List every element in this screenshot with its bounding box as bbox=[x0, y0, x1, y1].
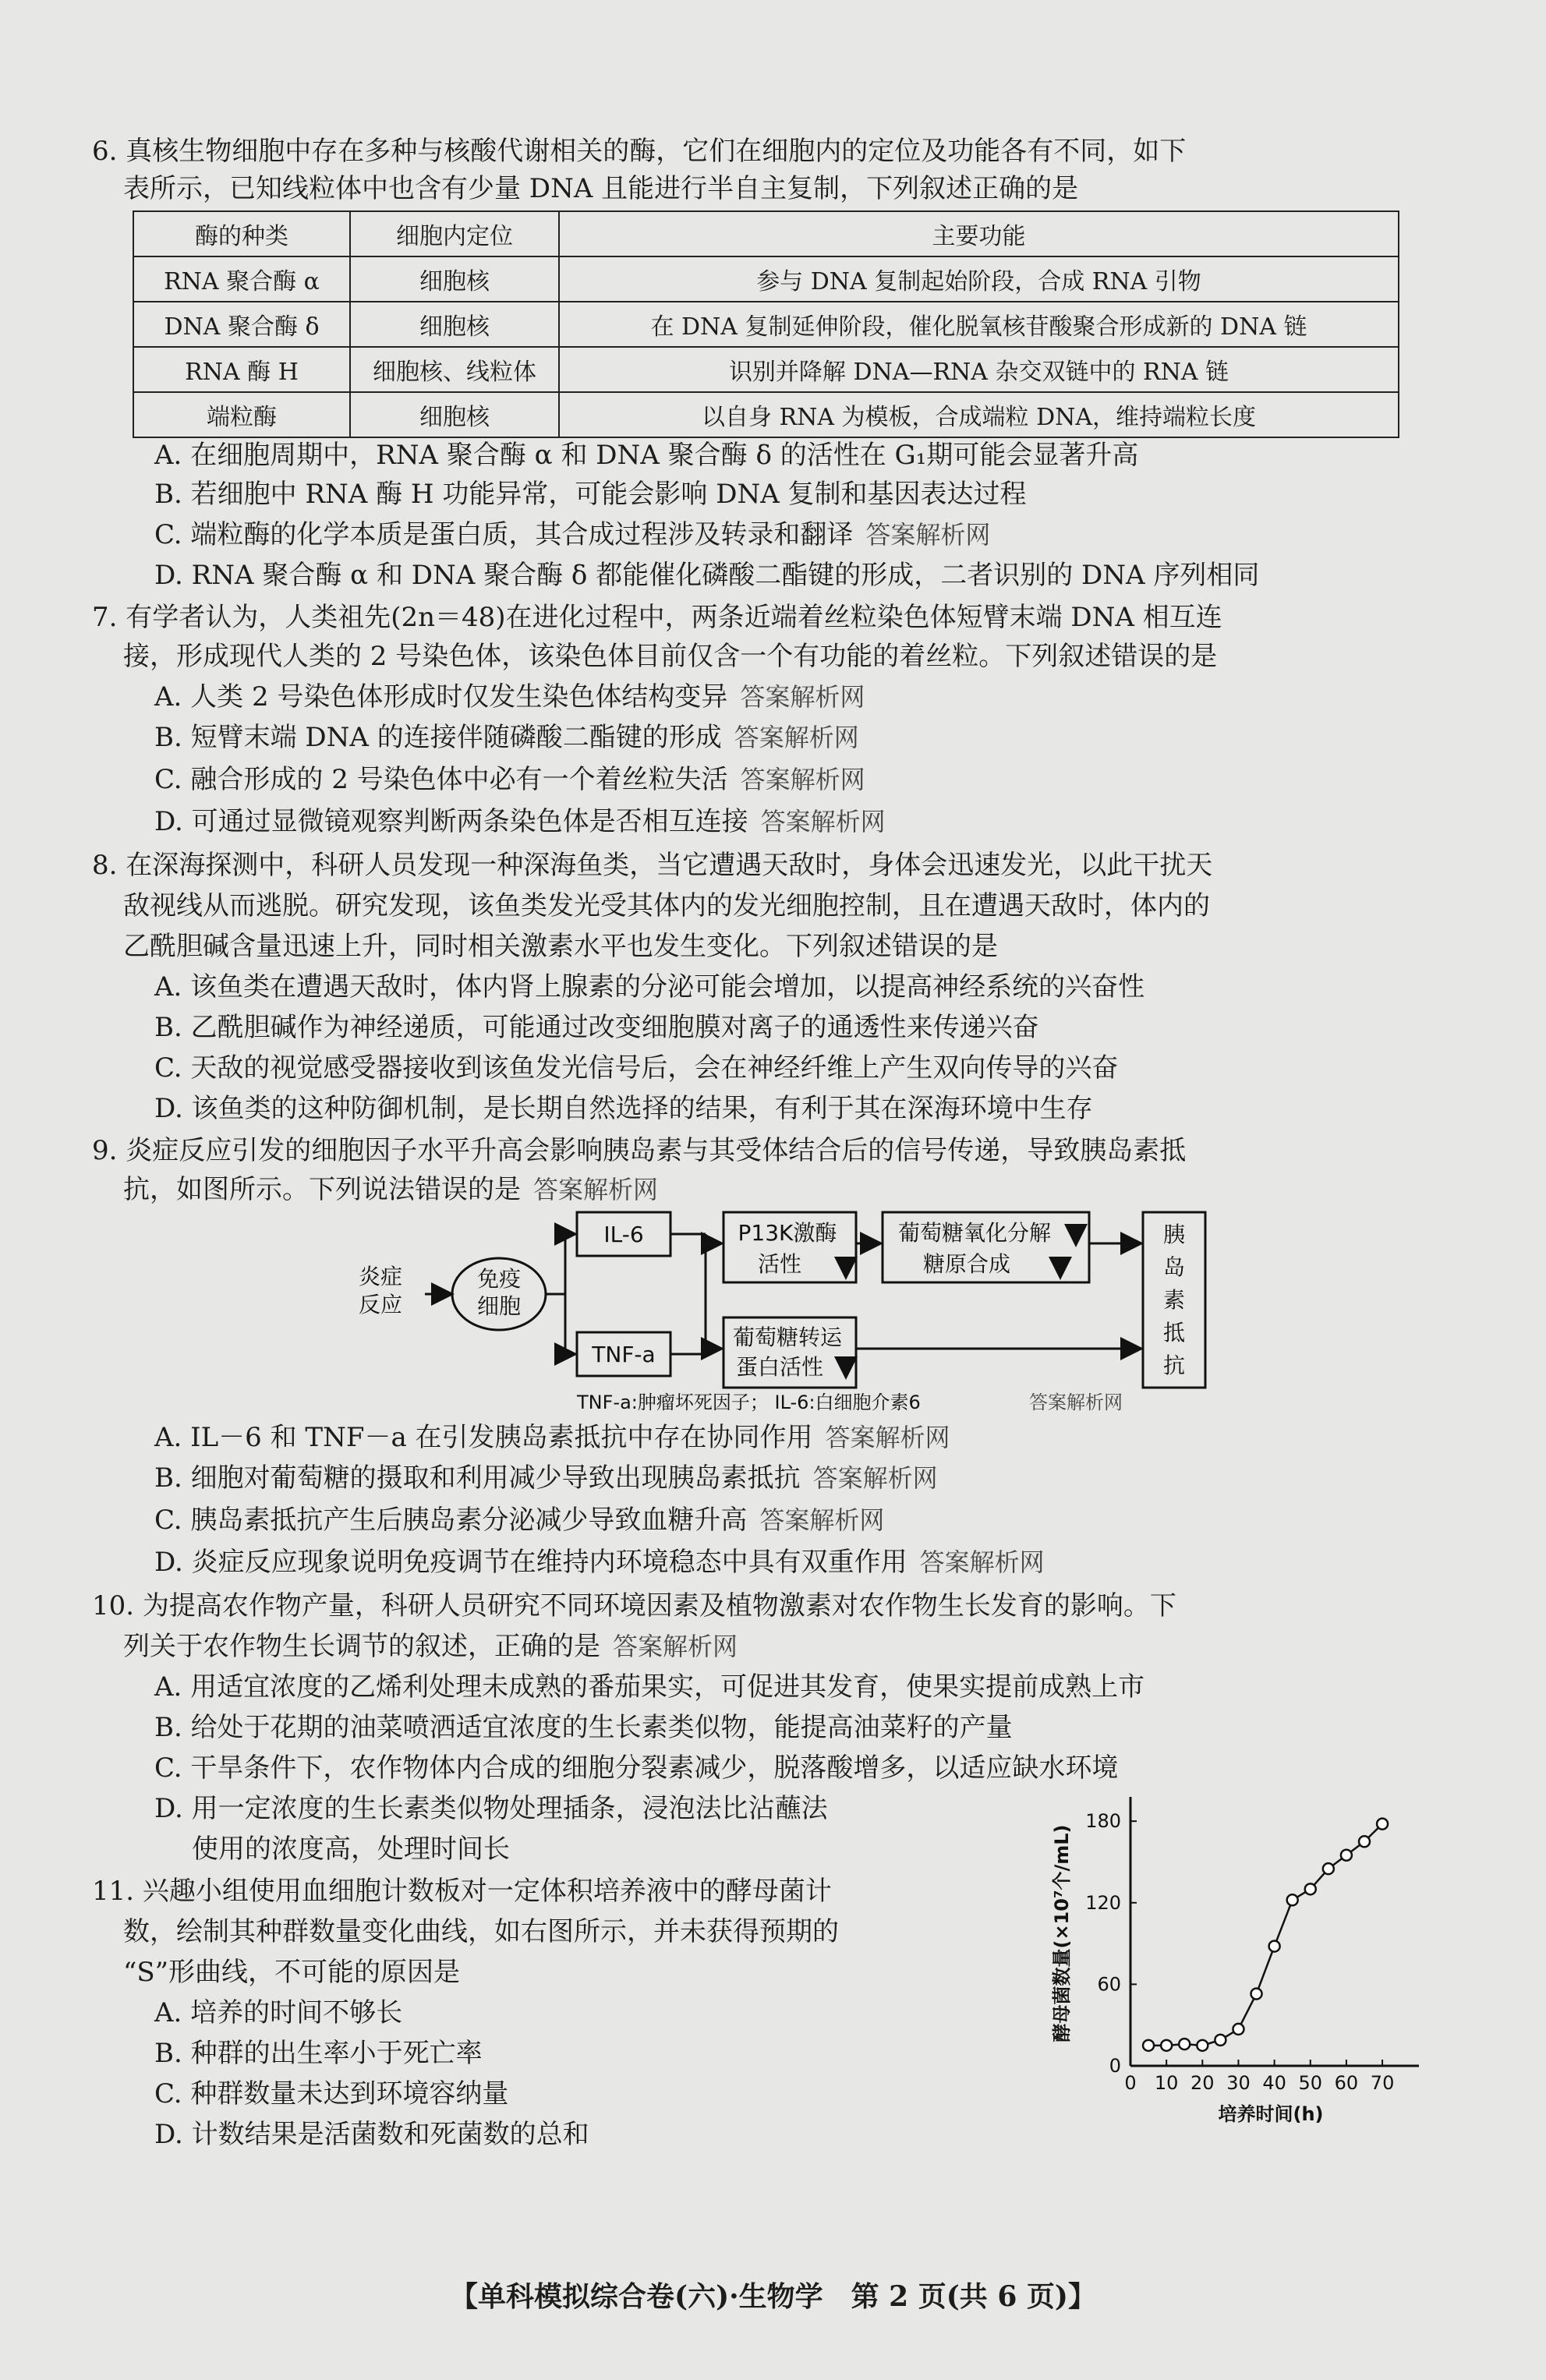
q10-option-c: C. 干旱条件下，农作物体内合成的细胞分裂素减少，脱落酸增多，以适应缺水环境 bbox=[154, 1752, 1119, 1784]
data-point bbox=[1179, 2039, 1190, 2049]
inflammation-label: 反应 bbox=[358, 1292, 403, 1317]
q6-option-a: A. 在细胞周期中，RNA 聚合酶 α 和 DNA 聚合酶 δ 的活性在 G₁期可能会显著升高 bbox=[154, 440, 1139, 471]
data-point bbox=[1341, 1850, 1352, 1861]
q8-stem-line2: 敌视线从而逃脱。研究发现，该鱼类发光受其体内的发光细胞控制，且在遭遇天敌时，体内的 bbox=[123, 890, 1210, 921]
diagram-caption: TNF-a:肿瘤坏死因子； IL-6:白细胞介素6 bbox=[577, 1392, 921, 1413]
q10-option-d-continued: 使用的浓度高，处理时间长 bbox=[192, 1834, 510, 1865]
enzyme-table bbox=[133, 210, 1399, 438]
q11-option-d: D. 计数结果是活菌数和死菌数的总和 bbox=[154, 2119, 589, 2150]
data-point bbox=[1377, 1819, 1388, 1830]
q9-stem-line1: 9. 炎症反应引发的细胞因子水平升高会影响胰岛素与其受体结合后的信号传递，导致胰岛素抵 bbox=[92, 1135, 1187, 1166]
data-point bbox=[1287, 1894, 1298, 1905]
x-tick-label: 60 bbox=[1334, 2072, 1359, 2094]
q9-option-d bbox=[154, 1544, 1045, 1581]
option-text: C. 端粒酶的化学本质是蛋白质，其合成过程涉及转录和翻译 bbox=[154, 519, 854, 550]
data-point bbox=[1215, 2035, 1226, 2046]
insulin-resistance-label: 胰 bbox=[1162, 1222, 1186, 1247]
chart-axes bbox=[1130, 1797, 1419, 2066]
x-tick-label: 50 bbox=[1298, 2072, 1323, 2094]
q10-option-b: B. 给处于花期的油菜喷洒适宜浓度的生长素类似物，能提高油菜籽的产量 bbox=[154, 1712, 1013, 1743]
watermark-text: 答案解析网 bbox=[865, 520, 991, 550]
q8-option-c: C. 天敌的视觉感受器接收到该鱼发光信号后，会在神经纤维上产生双向传导的兴奋 bbox=[154, 1052, 1119, 1084]
q8-option-d: D. 该鱼类的这种防御机制，是长期自然选择的结果，有利于其在深海环境中生存 bbox=[154, 1093, 1093, 1124]
watermark-text: 答案解析网 bbox=[734, 723, 859, 752]
inflammation-label: 炎症 bbox=[358, 1264, 403, 1289]
data-point bbox=[1305, 1883, 1316, 1894]
data-point bbox=[1233, 2024, 1244, 2035]
table-cell: 细胞核 bbox=[350, 302, 559, 347]
table-cell: 细胞核 bbox=[350, 256, 559, 302]
watermark-text: 答案解析网 bbox=[812, 1463, 938, 1493]
table-header-row bbox=[133, 211, 1399, 256]
data-point bbox=[1197, 2040, 1208, 2051]
data-point bbox=[1161, 2040, 1172, 2051]
q11-stem-line1: 11. 兴趣小组使用血细胞计数板对一定体积培养液中的酵母菌计 bbox=[92, 1876, 832, 1907]
table-cell: 识别并降解 DNA—RNA 杂交双链中的 RNA 链 bbox=[559, 347, 1399, 392]
q7-option-a bbox=[154, 678, 865, 716]
q9-stem-line2 bbox=[123, 1171, 658, 1208]
option-text: A. 人类 2 号染色体形成时仅发生染色体结构变异 bbox=[154, 681, 728, 713]
y-axis-label: 酵母菌数量(×10⁷个/mL) bbox=[1051, 1824, 1073, 2042]
watermark-text: 答案解析网 bbox=[740, 682, 865, 712]
connector bbox=[565, 1294, 569, 1354]
option-text: B. 短臂末端 DNA 的连接伴随磷酸二酯键的形成 bbox=[154, 722, 722, 753]
q10-stem-line1: 10. 为提高农作物产量，科研人员研究不同环境因素及植物激素对农作物生长发育的影响。下 bbox=[92, 1590, 1176, 1621]
table-header: 主要功能 bbox=[559, 211, 1399, 256]
q6-option-c bbox=[154, 516, 990, 553]
table-cell: 端粒酶 bbox=[133, 392, 350, 437]
chart-series bbox=[1143, 1819, 1388, 2051]
q11-option-b: B. 种群的出生率小于死亡率 bbox=[154, 2038, 483, 2069]
x-tick-label: 10 bbox=[1154, 2072, 1179, 2094]
insulin-resistance-label: 素 bbox=[1162, 1287, 1186, 1313]
immune-cell-label: 细胞 bbox=[476, 1293, 522, 1319]
data-point bbox=[1143, 2040, 1154, 2051]
q8-stem-line3: 乙酰胆碱含量迅速上升，同时相关激素水平也发生变化。下列叙述错误的是 bbox=[123, 931, 998, 962]
watermark-text: 答案解析网 bbox=[760, 807, 886, 836]
table-cell: 细胞核、线粒体 bbox=[350, 347, 559, 392]
table-cell: 以自身 RNA 为模板，合成端粒 DNA，维持端粒长度 bbox=[559, 392, 1399, 437]
q7-option-c bbox=[154, 761, 865, 798]
data-point bbox=[1359, 1836, 1370, 1847]
option-text: C. 融合形成的 2 号染色体中必有一个着丝粒失活 bbox=[154, 764, 728, 795]
option-text: C. 胰岛素抵抗产生后胰岛素分泌减少导致血糖升高 bbox=[154, 1505, 748, 1536]
q7-stem-line1: 7. 有学者认为，人类祖先(2n＝48)在进化过程中，两条近端着丝粒染色体短臂末端 DNA 相互连 bbox=[92, 602, 1222, 633]
stem-text: 抗，如图所示。下列说法错误的是 bbox=[123, 1174, 521, 1205]
connector bbox=[546, 1234, 569, 1294]
watermark-text: 答案解析网 bbox=[740, 765, 865, 794]
option-text: A. IL－6 和 TNF－a 在引发胰岛素抵抗中存在协同作用 bbox=[154, 1422, 813, 1453]
data-point bbox=[1323, 1863, 1334, 1874]
glucose-metabolism-label: 葡萄糖氧化分解 bbox=[897, 1220, 1052, 1246]
watermark-text: 答案解析网 bbox=[919, 1547, 1045, 1577]
pi3k-label: P13K激酶 bbox=[738, 1220, 837, 1246]
q10-option-d: D. 用一定浓度的生长素类似物处理插条，浸泡法比沾蘸法 bbox=[154, 1793, 828, 1824]
q11-option-a: A. 培养的时间不够长 bbox=[154, 1997, 403, 2028]
y-tick-label: 60 bbox=[1097, 1973, 1121, 1996]
data-point bbox=[1269, 1941, 1280, 1952]
watermark-text: 答案解析网 bbox=[1029, 1392, 1123, 1413]
pi3k-label: 活性 bbox=[757, 1251, 802, 1277]
table-header: 细胞内定位 bbox=[350, 211, 559, 256]
q9-option-b bbox=[154, 1459, 938, 1497]
q10-option-a: A. 用适宜浓度的乙烯利处理未成熟的番茄果实，可促进其发育，使果实提前成熟上市 bbox=[154, 1671, 1145, 1703]
insulin-resistance-label: 岛 bbox=[1162, 1254, 1186, 1280]
insulin-resistance-diagram bbox=[343, 1204, 1224, 1415]
glucose-metabolism-label: 糖原合成 bbox=[922, 1251, 1011, 1277]
q11-option-c: C. 种群数量未达到环境容纳量 bbox=[154, 2078, 509, 2109]
y-tick-label: 120 bbox=[1085, 1891, 1121, 1914]
immune-cell-label: 免疫 bbox=[476, 1266, 522, 1292]
watermark-text: 答案解析网 bbox=[759, 1505, 885, 1535]
x-tick-label: 30 bbox=[1226, 2072, 1251, 2094]
watermark-text: 答案解析网 bbox=[825, 1423, 950, 1452]
q6-option-d: D. RNA 聚合酶 α 和 DNA 聚合酶 δ 都能催化磷酸二酯键的形成，二者识别的 DNA 序列相同 bbox=[154, 560, 1260, 591]
table-cell: DNA 聚合酶 δ bbox=[133, 302, 350, 347]
glucose-transport-label: 葡萄糖转运 bbox=[732, 1324, 843, 1350]
watermark-text: 答案解析网 bbox=[613, 1632, 738, 1661]
table-row bbox=[133, 256, 1399, 302]
q10-stem-line2 bbox=[123, 1628, 738, 1665]
q9-option-a bbox=[154, 1419, 950, 1456]
watermark-text: 答案解析网 bbox=[533, 1175, 659, 1204]
table-cell: 参与 DNA 复制起始阶段，合成 RNA 引物 bbox=[559, 256, 1399, 302]
yeast-growth-chart bbox=[1006, 1785, 1442, 2136]
table-cell: RNA 酶 H bbox=[133, 347, 350, 392]
q9-option-c bbox=[154, 1501, 884, 1539]
q6-stem-line2: 表所示，已知线粒体中也含有少量 DNA 且能进行半自主复制，下列叙述正确的是 bbox=[123, 173, 1079, 204]
q7-option-d bbox=[154, 803, 886, 840]
q11-stem-line2: 数，绘制其种群数量变化曲线，如右图所示，并未获得预期的 bbox=[123, 1916, 839, 1947]
stem-text: 列关于农作物生长调节的叙述，正确的是 bbox=[123, 1631, 600, 1662]
q7-option-b bbox=[154, 719, 859, 756]
x-tick-label: 20 bbox=[1190, 2072, 1215, 2094]
page-footer: 【单科模拟综合卷(六)·生物学 第 2 页(共 6 页)】 bbox=[450, 2280, 1096, 2313]
table-cell: 在 DNA 复制延伸阶段，催化脱氧核苷酸聚合形成新的 DNA 链 bbox=[559, 302, 1399, 347]
q6-option-b: B. 若细胞中 RNA 酶 H 功能异常，可能会影响 DNA 复制和基因表达过程 bbox=[154, 479, 1027, 510]
insulin-resistance-label: 抗 bbox=[1162, 1353, 1186, 1378]
option-text: D. 可通过显微镜观察判断两条染色体是否相互连接 bbox=[154, 806, 748, 837]
glucose-transport-label: 蛋白活性 bbox=[735, 1354, 824, 1380]
il6-label: IL-6 bbox=[603, 1222, 644, 1247]
option-text: B. 细胞对葡萄糖的摄取和利用减少导致出现胰岛素抵抗 bbox=[154, 1462, 801, 1494]
table-cell: 细胞核 bbox=[350, 392, 559, 437]
table-cell: RNA 聚合酶 α bbox=[133, 256, 350, 302]
table-header: 酶的种类 bbox=[133, 211, 350, 256]
x-tick-label: 40 bbox=[1262, 2072, 1286, 2094]
table-row bbox=[133, 392, 1399, 437]
q8-option-a: A. 该鱼类在遭遇天敌时，体内肾上腺素的分泌可能会增加，以提高神经系统的兴奋性 bbox=[154, 971, 1145, 1003]
data-point bbox=[1251, 1989, 1262, 2000]
x-tick-label: 0 bbox=[1124, 2072, 1137, 2094]
q11-stem-line3: “S”形曲线，不可能的原因是 bbox=[123, 1957, 461, 1988]
x-axis-label: 培养时间(h) bbox=[1218, 2103, 1324, 2125]
table-row bbox=[133, 302, 1399, 347]
option-text: D. 炎症反应现象说明免疫调节在维持内环境稳态中具有双重作用 bbox=[154, 1547, 907, 1578]
q6-stem-line1: 6. 真核生物细胞中存在多种与核酸代谢相关的酶，它们在细胞内的定位及功能各有不同，如下 bbox=[92, 136, 1187, 167]
y-tick-label: 180 bbox=[1085, 1810, 1121, 1833]
insulin-resistance-label: 抵 bbox=[1162, 1320, 1186, 1346]
q7-stem-line2: 接，形成现代人类的 2 号染色体，该染色体目前仅含一个有功能的着丝粒。下列叙述错误的是 bbox=[123, 641, 1218, 672]
x-tick-label: 70 bbox=[1370, 2072, 1395, 2094]
q8-option-b: B. 乙酰胆碱作为神经递质，可能通过改变细胞膜对离子的通透性来传递兴奋 bbox=[154, 1012, 1039, 1043]
q8-stem-line1: 8. 在深海探测中，科研人员发现一种深海鱼类，当它遭遇天敌时，身体会迅速发光，以此干扰天 bbox=[92, 850, 1213, 881]
tnf-label: TNF-a bbox=[592, 1342, 656, 1367]
table-row bbox=[133, 347, 1399, 392]
y-tick-label: 0 bbox=[1109, 2055, 1121, 2077]
